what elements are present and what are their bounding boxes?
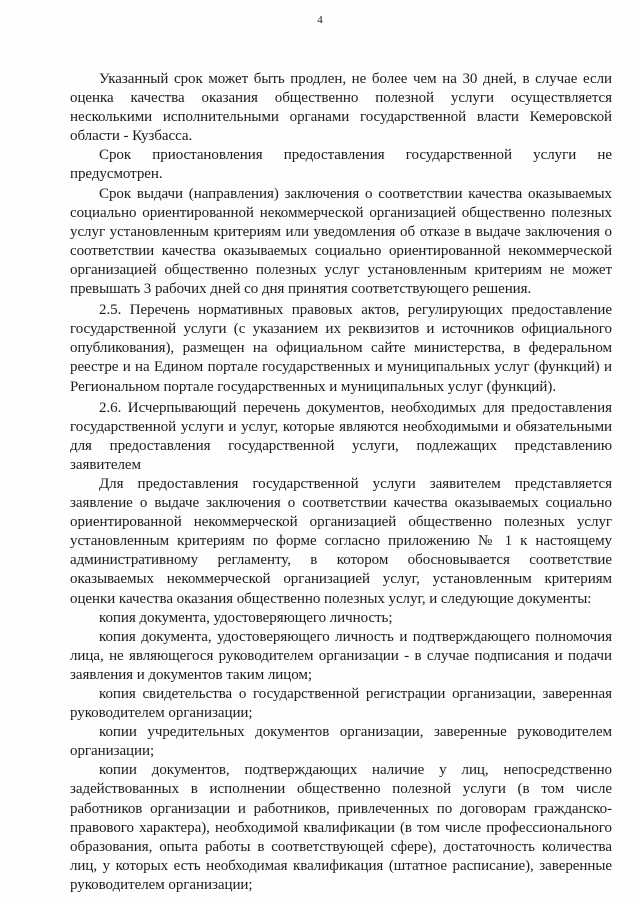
paragraph-issue-term: Срок выдачи (направления) заключения о соответствии качества оказываемых социально ориентированной некоммерческой организацией общественно полезных услуг установленным критериям или уведомления об отказе в выдаче заключения о соответствии качества оказываемых социально ориентированной некоммерческой организацией общественно полезных услуг установленным критериям не может превышать 3 рабочих дней со дня принятия соответствующего решения. [70,185,612,298]
list-item-identity-document: копия документа, удостоверяющего личность; [99,609,393,626]
list-item-registration-certificate: копия свидетельства о государственной регистрации организации, заверенная руководителем организации; [70,686,612,722]
list-item-authority-document: копия документа, удостоверяющего личность и подтверждающего полномочия лица, не являющегося руководителем организации - в случае подписания и подачи заявления и документов таким лицом; [70,628,612,683]
paragraph-section-2-6: 2.6. Исчерпывающий перечень документов, необходимых для предоставления государственной услуги и услуг, которые являются необходимыми и обязательными для предоставления государственной услуги, подлежащих представлению заявителем [70,399,612,473]
document-body [70,70,612,895]
paragraph-application-requirements: Для предоставления государственной услуги заявителем представляется заявление о выдаче заключения о соответствии качества оказываемых социально ориентированной некоммерческой организацией общественно полезных услуг установленным критериям по форме согласно приложению № 1 к настоящему административному регламенту, в котором обосновывается соответствие оказываемых некоммерческой организацией услуг, установленным критериям оценки качества оказания общественно полезных услуг, и следующие документы: [70,475,612,607]
paragraph-extension-term: Указанный срок может быть продлен, не более чем на 30 дней, в случае если оценка качества оказания общественно полезной услуги осуществляется несколькими исполнительными органами государственной власти Кемеровской области - Кузбасса. [70,71,612,145]
paragraph-section-2-5: 2.5. Перечень нормативных правовых актов, регулирующих предоставление государственной услуги (с указанием их реквизитов и источников официального опубликования), размещен на официальном сайте министерства, в федеральном реестре и на Едином портале государственных и муниципальных услуг (функций) и Региональном портале государственных и муниципальных услуг (функций). [70,302,612,395]
list-item-founding-documents: копии учредительных документов организации, заверенные руководителем организации; [70,724,612,760]
paragraph-suspension-term: Срок приостановления предоставления государственной услуги не предусмотрен. [70,147,612,183]
page-number: 4 [317,14,323,26]
list-item-qualification-documents: копии документов, подтверждающих наличие у лиц, непосредственно задействованных в исполнении общественно полезной услуги (в том числе работников организации и работников, привлеченных по договорам гражданско-правового характера), необходимой квалификации (в том числе профессионального образования, опыта работы в соответствующей сфере), достаточность количества лиц, у которых есть необходимая квалификация (штатное расписание), заверенные руководителем организации; [70,762,612,893]
